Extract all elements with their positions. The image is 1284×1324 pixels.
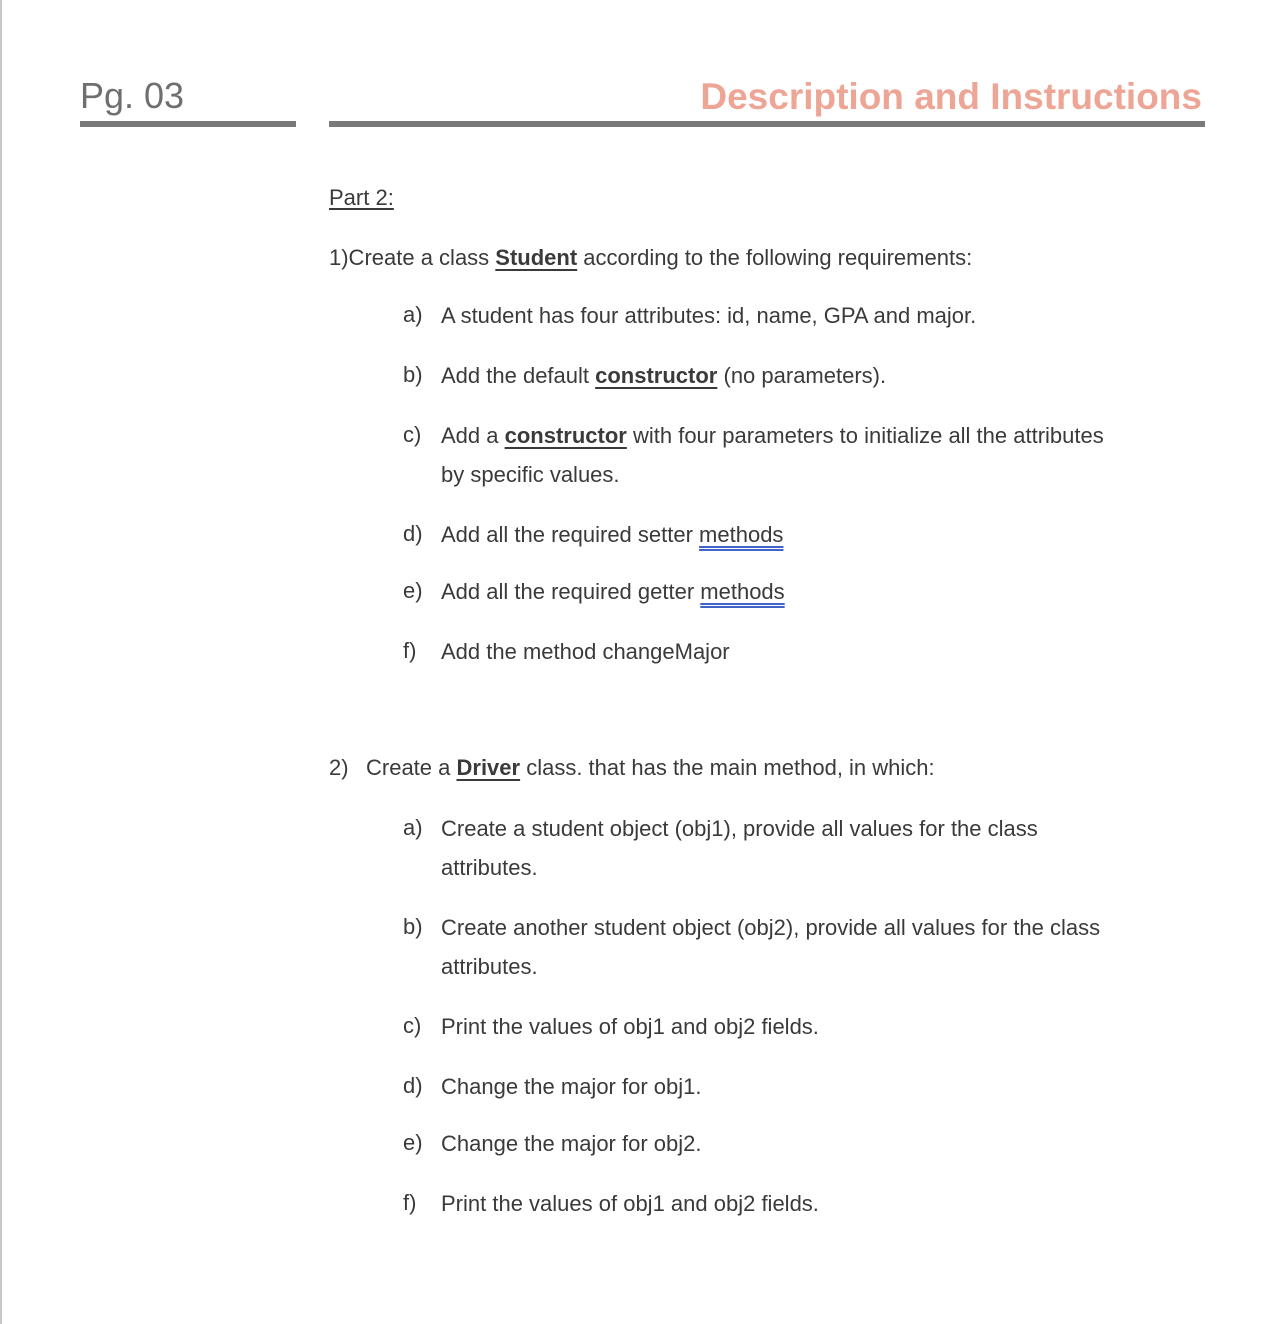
task2-c-text: Print the values of obj1 and obj2 fields. [441, 1014, 819, 1039]
page-left-edge [0, 0, 2, 1324]
task2-d-marker: d) [403, 1073, 423, 1098]
task1-d-spellcheck-word[interactable]: methods [699, 522, 784, 547]
task2-f-text: Print the values of obj1 and obj2 fields. [441, 1191, 819, 1216]
page-number-rule [80, 121, 296, 127]
task1-d-marker: d) [403, 521, 423, 546]
task1-f-marker: f) [403, 638, 417, 663]
task1-b-post: (no parameters). [717, 363, 887, 388]
task1-keyword: Student [495, 245, 578, 270]
task2-b-marker: b) [403, 914, 423, 939]
task2-f-marker: f) [403, 1190, 417, 1215]
task1-d-pre: Add all the required setter [441, 522, 700, 547]
task2-c-marker: c) [403, 1013, 422, 1038]
task1-heading [329, 244, 972, 272]
task1-c-text [441, 416, 1104, 455]
task1-e-text [441, 572, 785, 611]
task2-d-text: Change the major for obj1. [441, 1074, 702, 1099]
task1-b-pre: Add the default [441, 363, 596, 388]
task1-suffix: according to the following requirements: [577, 245, 973, 270]
task2-a-text-line2: attributes. [441, 855, 538, 880]
task1-e-spellcheck-word[interactable]: methods [700, 579, 785, 604]
task1-c-post: with four parameters to initialize all the attributes [626, 423, 1104, 448]
task1-c-marker: c) [403, 422, 422, 447]
task1-c-text-line2: by specific values. [441, 462, 620, 487]
task1-c-keyword: constructor [504, 423, 627, 448]
task2-a-text: Create a student object (obj1), provide all values for the class [441, 816, 1038, 841]
task2-a-marker: a) [403, 815, 423, 840]
task1-b-text [441, 356, 886, 395]
task2-suffix: class. that has the main method, in which: [520, 755, 935, 780]
task1-b-keyword: constructor [595, 363, 718, 388]
task1-e-marker: e) [403, 578, 423, 603]
task2-b-text: Create another student object (obj2), provide all values for the class [441, 915, 1101, 940]
task1-d-text [441, 515, 783, 554]
task1-a-marker: a) [403, 302, 423, 327]
task2-e-marker: e) [403, 1130, 423, 1155]
task2-e-text: Change the major for obj2. [441, 1131, 702, 1156]
task1-b-marker: b) [403, 362, 423, 387]
task1-a-text: A student has four attributes: id, name, GPA and major. [441, 303, 977, 328]
part-label: Part 2: [329, 185, 394, 210]
section-title: Description and Instructions [700, 76, 1202, 117]
task2-number: 2) [329, 755, 349, 780]
task2-keyword: Driver [456, 755, 521, 780]
task2-heading [366, 754, 935, 782]
task1-f-text: Add the method changeMajor [441, 639, 730, 664]
task2-b-text-line2: attributes. [441, 954, 538, 979]
task1-c-pre: Add a [441, 423, 505, 448]
task1-e-pre: Add all the required getter [441, 579, 701, 604]
task1-prefix: 1)Create a class [329, 245, 496, 270]
page-number: Pg. 03 [80, 75, 185, 116]
task2-prefix: Create a [366, 755, 457, 780]
section-title-rule [329, 121, 1205, 127]
